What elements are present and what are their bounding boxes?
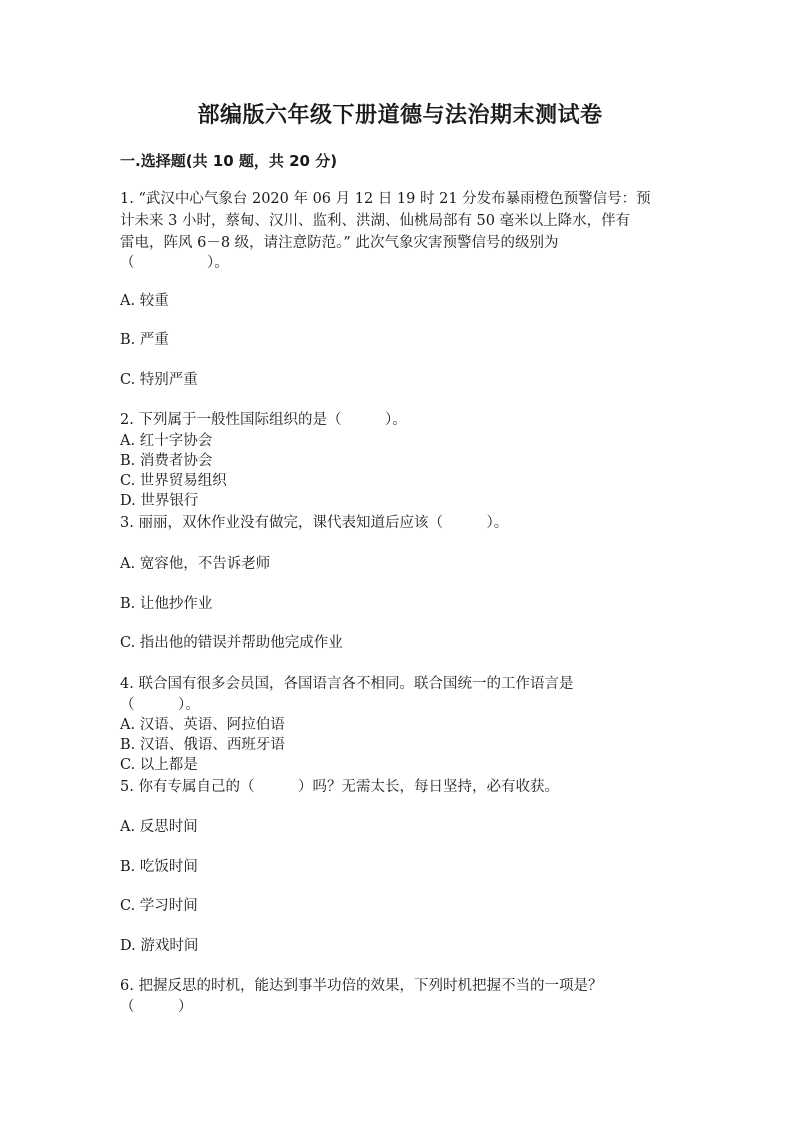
question-4-option-b: B. 汉语、俄语、西班牙语 (120, 737, 285, 753)
question-3-option-a: A. 宽容他，不告诉老师 (120, 556, 271, 572)
page-title: 部编版六年级下册道德与法治期末测试卷 (197, 103, 603, 128)
question-1-line-3: 雷电，阵风 6－8 级，请注意防范。” 此次气象灾害预警信号的级别为 (120, 235, 559, 251)
question-5-option-d: D. 游戏时间 (120, 938, 199, 954)
section-heading: 一.选择题(共 10 题，共 20 分) (120, 152, 338, 170)
question-2-line-1: 2. 下列属于一般性国际组织的是（ ）。 (120, 412, 407, 428)
question-1-line-1: 1. “武汉中心气象台 2020 年 06 月 12 日 19 时 21 分发布暴雨橙色预警信号：预 (120, 191, 651, 207)
question-4-option-c: C. 以上都是 (120, 757, 198, 773)
question-2-option-d: D. 世界银行 (120, 493, 199, 509)
question-2-option-a: A. 红十字协会 (120, 433, 213, 449)
question-4-line-1: 4. 联合国有很多会员国，各国语言各不相同。联合国统一的工作语言是 (120, 676, 574, 692)
question-2-option-b: B. 消费者协会 (120, 453, 213, 469)
question-3-line-1: 3. 丽丽，双休作业没有做完，课代表知道后应该（ ）。 (120, 515, 509, 531)
question-6-line-2: （ ） (120, 999, 193, 1015)
question-2-option-c: C. 世界贸易组织 (120, 473, 227, 489)
question-5-option-a: A. 反思时间 (120, 819, 198, 835)
question-3-option-c: C. 指出他的错误并帮助他完成作业 (120, 635, 343, 651)
question-3-option-b: B. 让他抄作业 (120, 596, 213, 612)
question-4-option-a: A. 汉语、英语、阿拉伯语 (120, 717, 285, 733)
question-4-line-2: （ ）。 (120, 697, 200, 713)
question-1-line-2: 计未来 3 小时，蔡甸、汉川、监利、洪湖、仙桃局部有 50 毫米以上降水，伴有 (120, 213, 631, 229)
question-5-line-1: 5. 你有专属自己的（ ）吗？无需太长，每日坚持，必有收获。 (120, 779, 559, 795)
question-1-line-4: （ ）。 (120, 255, 229, 271)
question-1-option-a: A. 较重 (120, 293, 169, 309)
question-1-option-b: B. 严重 (120, 332, 169, 348)
question-5-option-b: B. 吃饭时间 (120, 859, 198, 875)
question-5-option-c: C. 学习时间 (120, 898, 198, 914)
question-6-line-1: 6. 把握反思的时机，能达到事半功倍的效果，下列时机把握不当的一项是？ (120, 978, 603, 994)
question-1-option-c: C. 特别严重 (120, 372, 198, 388)
